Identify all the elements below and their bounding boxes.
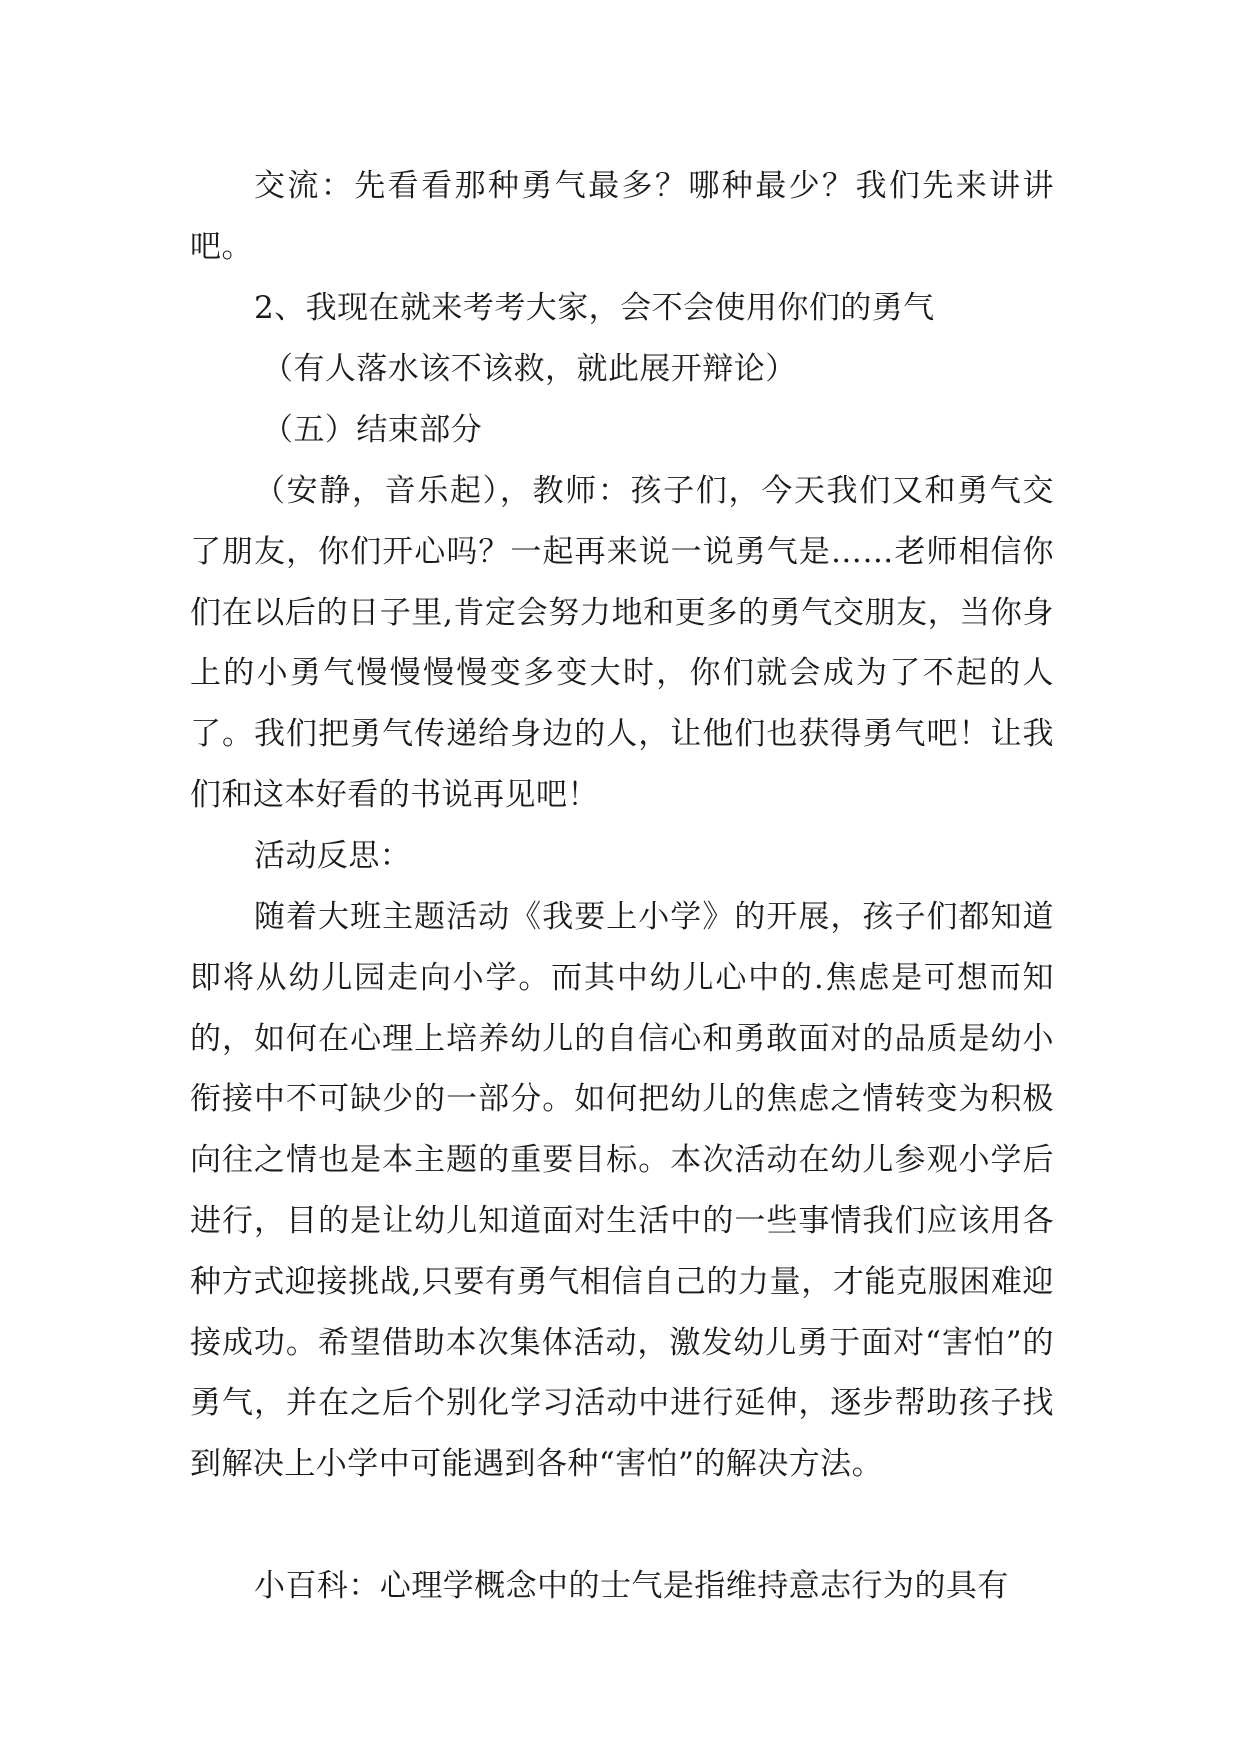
paragraph-debate-note: （有人落水该不该救，就此展开辩论）: [262, 351, 797, 387]
paragraph-step-2: 2、我现在就来考考大家，会不会使用你们的勇气: [254, 290, 935, 326]
paragraph-discussion: 交流：先看看那种勇气最多？哪种最少？我们先来讲讲吧。: [190, 168, 1054, 265]
paragraph-reflection: 随着大班主题活动《我要上小学》的开展，孩子们都知道即将从幼儿园走向小学。而其中幼儿心中的.焦虑是可想而知的，如何在心理上培养幼儿的自信心和勇敢面对的品质是幼小衔接中不可缺少的一部分。如何把幼儿的焦虑之情转变为积极向往之情也是本主题的重要目标。本次活动在幼儿参观小学后进行，目的是让幼儿知道面对生活中的一些事情我们应该用各种方式迎接挑战,只要有勇气相信自己的力量，才能克服困难迎接成功。希望借助本次集体活动，激发幼儿勇于面对“害怕”的勇气，并在之后个别化学习活动中进行延伸，逐步帮助孩子找到解决上小学中可能遇到各种“害怕”的解决方法。: [190, 899, 1054, 1483]
paragraph-teacher-closing: （安静，音乐起），教师：孩子们，今天我们又和勇气交了朋友，你们开心吗？一起再来说一说勇气是……老师相信你们在以后的日子里,肯定会努力地和更多的勇气交朋友，当你身上的小勇气慢慢慢慢变多变大时，你们就会成为了不起的人了。我们把勇气传递给身边的人，让他们也获得勇气吧！让我们和这本好看的书说再见吧！: [190, 473, 1054, 813]
paragraph-encyclopedia: 小百科：心理学概念中的士气是指维持意志行为的具有: [254, 1568, 1009, 1604]
section-heading-ending: （五）结束部分: [262, 412, 483, 448]
section-heading-reflection: 活动反思：: [254, 838, 412, 874]
